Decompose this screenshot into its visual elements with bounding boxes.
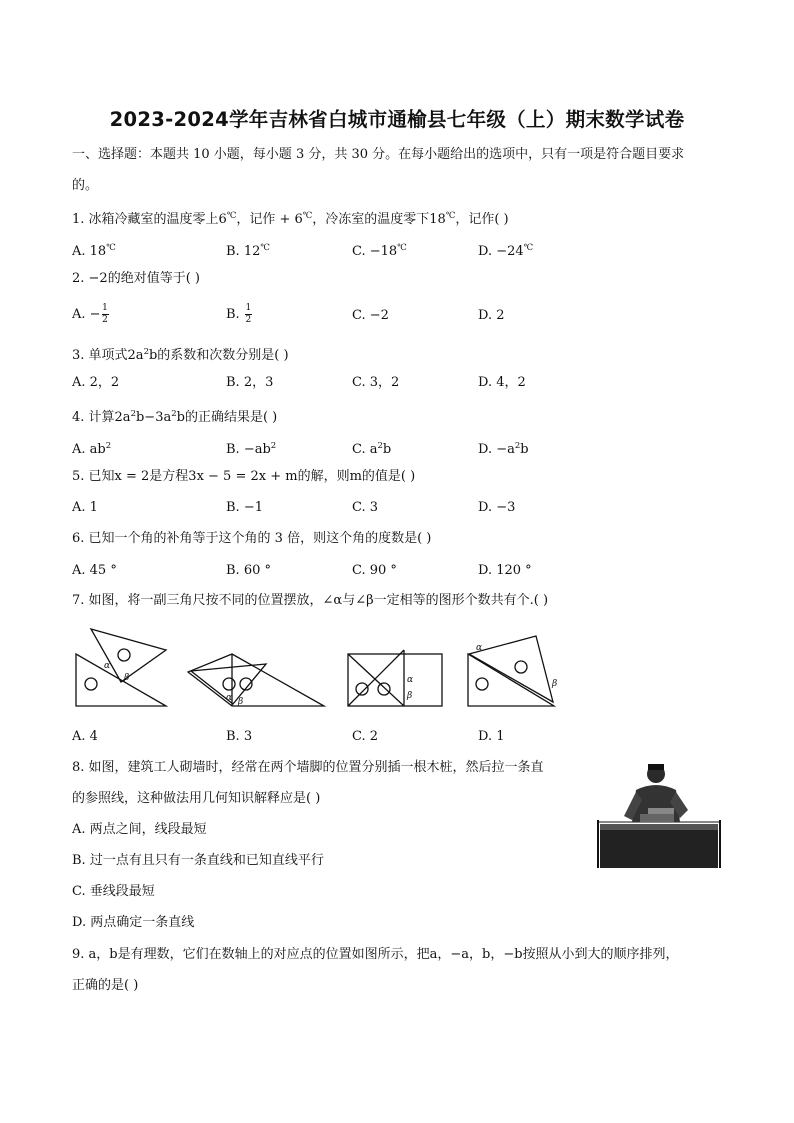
q6-option-a: A. 45 ° [72,563,117,578]
q1-option-c: C. −18℃ [352,243,407,259]
q2-option-a: A. − $\frac{1}{2}$ [72,303,108,325]
q7-option-a: A. 4 [72,729,98,744]
q1-option-d: D. −24℃ [478,243,534,259]
q3-option-a: A. 2，2 [72,375,120,390]
q7-figures [66,624,566,720]
fig-a-beta: β [124,673,130,683]
question-8-stem-line2: 的参照线，这种做法用几何知识解释应是( ) [72,791,321,806]
question-4-stem: 4. 计算$2a^2b-3a^2b$的正确结果是( ) [72,409,278,425]
question-9-stem-line1: 9. a，b是有理数，它们在数轴上的对应点的位置如图所示，把a，−a，b，−b按照从小到大的顺序排列， [72,947,679,962]
question-3-stem: 3. 单项式$2a^2b$的系数和次数分别是( ) [72,347,289,363]
fig-d-alpha: α [476,643,483,653]
q1-option-a: A. 18℃ [72,243,116,259]
q4-option-a: A. $ab^2$ [72,441,112,457]
q4-option-b: B. $-ab^2$ [226,441,277,457]
q3-option-b: B. 2，3 [226,375,274,390]
q1-option-b: B. 12℃ [226,243,270,259]
q2-option-c: C. −2 [352,308,389,323]
q2-option-b: B. $\frac{1}{2}$ [226,303,252,325]
q4-option-d: D. $-a^2b$ [478,441,529,457]
q7-option-d: D. 1 [478,729,505,744]
q8-option-c: C. 垂线段最短 [72,884,155,899]
q5-option-b: B. −1 [226,500,263,515]
section-header-cont: 的。 [72,178,99,193]
q6-option-c: C. 90 ° [352,563,397,578]
q7-figure-c [348,650,442,706]
q6-option-d: D. 120 ° [478,563,532,578]
q2-option-d: D. 2 [478,308,505,323]
page-title: 2023-2024学年吉林省白城市通榆县七年级（上）期末数学试卷 [109,108,685,131]
fig-a-alpha: α [104,661,111,671]
section-header: 一、选择题：本题共 10 小题，每小题 3 分，共 30 分。在每小题给出的选项中，只有一项是符合题目要求 [72,147,685,162]
fig-b-alpha: α [226,693,233,703]
fig-c-alpha: α [407,675,414,685]
question-8-stem-line1: 8. 如图，建筑工人砌墙时，经常在两个墙脚的位置分别插一根木桩，然后拉一条直 [72,760,544,775]
question-2-stem: 2. −2的绝对值等于( ) [72,271,200,286]
question-5-stem: 5. 已知x = 2是方程3x − 5 = 2x + m的解，则m的值是( ) [72,469,416,484]
q7-option-b: B. 3 [226,729,253,744]
q7-option-c: C. 2 [352,729,379,744]
question-1-stem: 1. 冰箱冷藏室的温度零上6℃，记作 + 6℃，冷冻室的温度零下18℃，记作( ) [72,211,509,227]
fig-c-beta: β [407,691,413,701]
q4-option-c: C. $a^2b$ [352,441,392,457]
q8-option-a: A. 两点之间，线段最短 [72,822,207,837]
question-7-stem: 7. 如图，将一副三角尺按不同的位置摆放，∠α与∠β一定相等的图形个数共有个.( ) [72,593,549,608]
q3-option-c: C. 3，2 [352,375,400,390]
q6-option-b: B. 60 ° [226,563,271,578]
question-6-stem: 6. 已知一个角的补角等于这个角的 3 倍，则这个角的度数是( ) [72,531,432,546]
fig-b-beta: β [238,697,244,707]
q8-option-b: B. 过一点有且只有一条直线和已知直线平行 [72,853,324,868]
q5-option-a: A. 1 [72,500,98,515]
question-9-stem-line2: 正确的是( ) [72,978,139,993]
q5-option-c: C. 3 [352,500,379,515]
bricklayer-illustration [596,760,722,870]
q8-option-d: D. 两点确定一条直线 [72,915,195,930]
q7-figure-a [76,629,166,706]
fig-d-beta: β [552,679,558,689]
q7-figure-b [188,654,324,706]
q3-option-d: D. 4，2 [478,375,526,390]
q5-option-d: D. −3 [478,500,516,515]
